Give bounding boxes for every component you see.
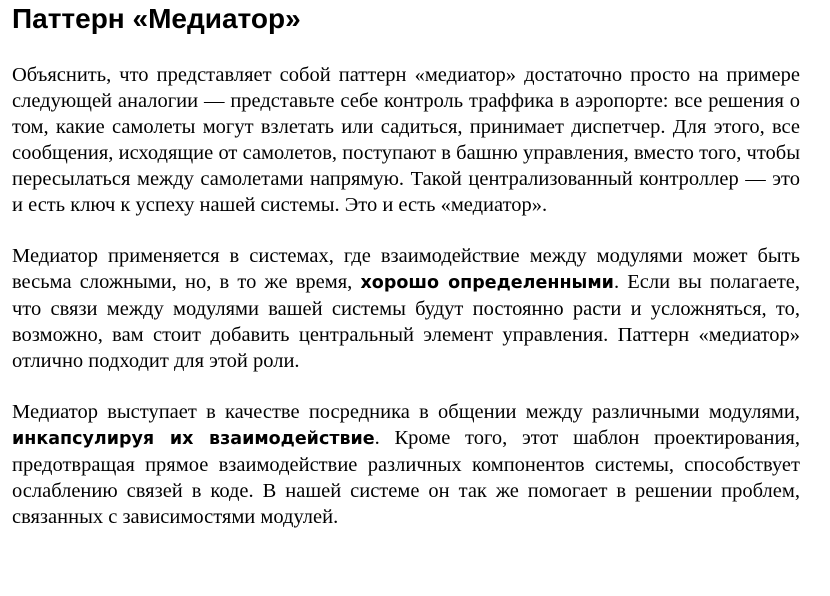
paragraph-role bbox=[12, 399, 800, 530]
paragraph-role-text-after: . Кроме того, этот шаблон проектирования, предотвращая прямое взаимодействие различных компонентов системы, способствует ослаблению связей в коде. В нашей системе он так же помогает в решении проблем, связанных с зависимостями модулей. bbox=[12, 427, 800, 528]
paragraph-usage-text-after: . Если вы полагаете, что связи между модулями вашей системы будут постоянно расти и усложняться, то, возможно, вам стоит добавить центральный элемент управления. Паттерн «медиатор» отлично подходит для этой роли. bbox=[12, 271, 801, 372]
paragraph-usage-text-before: Медиатор применяется в системах, где взаимодействие между модулями может быть весьма сложными, но, в то же время, bbox=[12, 245, 800, 293]
paragraph-intro-text: Объяснить, что представляет собой паттерн «медиатор» достаточно просто на примере следующей аналогии — представьте себе контроль траффика в аэропорте: все решения о том, какие самолеты могут взлетать или садиться, принимает диспетчер. Для этого, все сообщения, исходящие от самолетов, поступают в башню управления, вместо того, чтобы пересылаться между самолетами напрямую. Такой централизованный контроллер — это и есть ключ к успеху нашей системы. Это и есть «медиатор». bbox=[12, 64, 800, 216]
page-title: Паттерн «Медиатор» bbox=[12, 3, 301, 34]
paragraph-role-bold: инкапсулируя их взаимодействие bbox=[12, 429, 375, 449]
paragraph-usage-bold: хорошо определенными bbox=[360, 273, 614, 293]
paragraph-role-text-before: Медиатор выступает в качестве посредника в общении между различными модулями, bbox=[12, 401, 800, 423]
document-page bbox=[12, 0, 800, 530]
paragraph-intro bbox=[12, 62, 800, 218]
paragraph-usage bbox=[12, 243, 800, 374]
